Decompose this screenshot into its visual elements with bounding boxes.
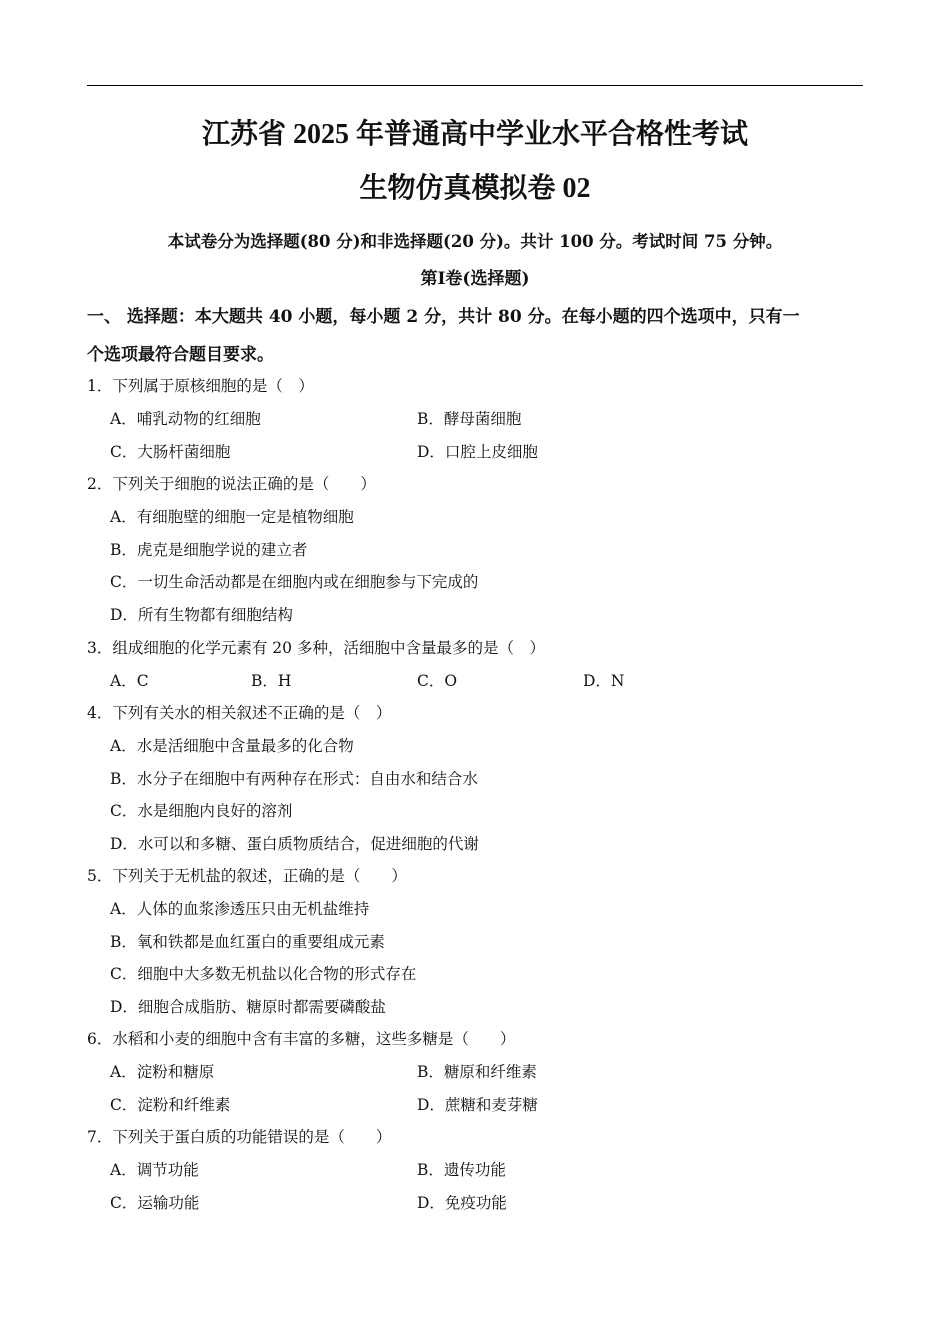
option: D．蔗糖和麦芽糖 [417, 1096, 538, 1114]
question-stem: 2．下列关于细胞的说法正确的是（ ） [87, 475, 376, 493]
option: A．调节功能 [110, 1161, 199, 1179]
option: B．H [251, 672, 292, 690]
option: B．水分子在细胞中有两种存在形式：自由水和结合水 [110, 770, 478, 788]
option: B．氧和铁都是血红蛋白的重要组成元素 [110, 933, 385, 951]
option: D．N [583, 672, 625, 690]
question-stem: 5．下列关于无机盐的叙述，正确的是（ ） [87, 867, 407, 885]
question-stem: 4．下列有关水的相关叙述不正确的是（ ） [87, 704, 392, 722]
header-rule [87, 85, 863, 86]
part-instructions-line2: 个选项最符合题目要求。 [87, 345, 274, 365]
exam-title: 江苏省 2025 年普通高中学业水平合格性考试 [201, 119, 748, 150]
exam-intro: 本试卷分为选择题(80 分)和非选择题(20 分)。共计 100 分。考试时间 75 分钟。 [167, 232, 783, 251]
option: C．大肠杆菌细胞 [110, 443, 231, 461]
option: C．运输功能 [110, 1194, 200, 1212]
exam-subtitle: 生物仿真模拟卷 02 [359, 173, 591, 204]
question-stem: 1．下列属于原核细胞的是（ ） [87, 377, 314, 395]
part-instructions-line1: 一、 选择题：本大题共 40 小题，每小题 2 分，共计 80 分。在每小题的四个选项中，只有一 [87, 307, 800, 327]
option: D．免疫功能 [417, 1194, 507, 1212]
question-stem: 3．组成细胞的化学元素有 20 多种，活细胞中含量最多的是（ ） [87, 639, 545, 657]
option: A．C [110, 672, 149, 690]
section-heading: 第Ⅰ卷(选择题) [420, 269, 530, 289]
option: D．口腔上皮细胞 [417, 443, 538, 461]
option: C．O [417, 672, 458, 690]
option: C．水是细胞内良好的溶剂 [110, 802, 293, 820]
option: A．有细胞壁的细胞一定是植物细胞 [110, 508, 354, 526]
option: D．所有生物都有细胞结构 [110, 606, 293, 624]
option: C．细胞中大多数无机盐以化合物的形式存在 [110, 965, 417, 983]
option: A．哺乳动物的红细胞 [110, 410, 261, 428]
option: A．人体的血浆渗透压只由无机盐维持 [110, 900, 370, 918]
question-stem: 6．水稻和小麦的细胞中含有丰富的多糖，这些多糖是（ ） [87, 1030, 516, 1048]
option: D．水可以和多糖、蛋白质物质结合，促进细胞的代谢 [110, 835, 479, 853]
option: B．糖原和纤维素 [417, 1063, 537, 1081]
question-stem: 7．下列关于蛋白质的功能错误的是（ ） [87, 1128, 392, 1146]
option: D．细胞合成脂肪、糖原时都需要磷酸盐 [110, 998, 386, 1016]
option: A．淀粉和糖原 [110, 1063, 215, 1081]
option: B．虎克是细胞学说的建立者 [110, 541, 308, 559]
option: C．一切生命活动都是在细胞内或在细胞参与下完成的 [110, 573, 479, 591]
option: C．淀粉和纤维素 [110, 1096, 231, 1114]
option: B．酵母菌细胞 [417, 410, 522, 428]
option: B．遗传功能 [417, 1161, 506, 1179]
option: A．水是活细胞中含量最多的化合物 [110, 737, 354, 755]
